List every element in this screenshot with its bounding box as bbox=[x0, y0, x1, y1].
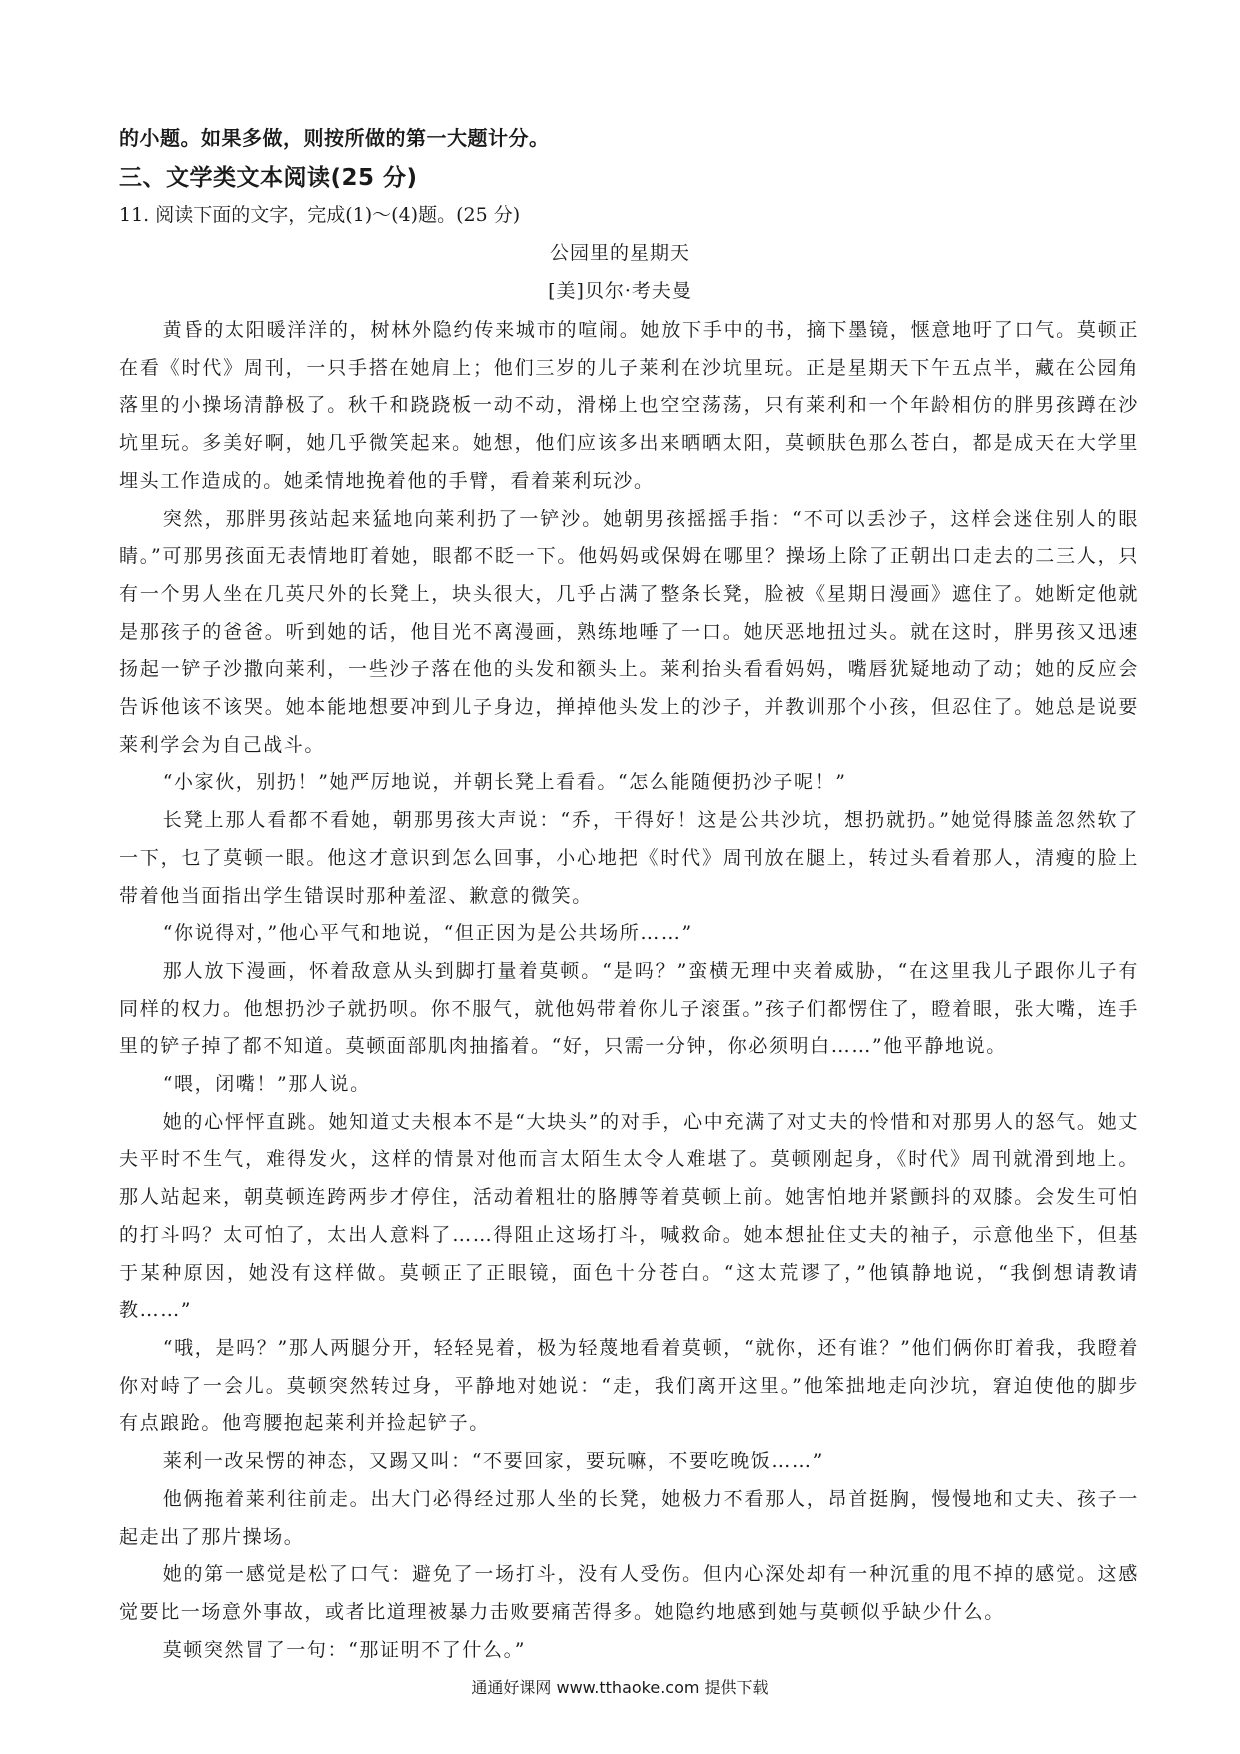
paragraph: 那人放下漫画，怀着敌意从头到脚打量着莫顿。“是吗？”蛮横无理中夹着威胁，“在这里我儿子跟你儿子有同样的权力。他想扔沙子就扔呗。你不服气，就他妈带着你儿子滚蛋。”孩子们都愣住了，瞪着眼，张大嘴，连手里的铲子掉了都不知道。莫顿面部肌肉抽搐着。“好，只需一分钟，你必须明白……”他平静地说。 bbox=[119, 959, 1139, 1058]
paragraph: “喂，闭嘴！”那人说。 bbox=[162, 1073, 371, 1096]
paragraph: 莫顿突然冒了一句：“那证明不了什么。” bbox=[162, 1638, 527, 1661]
paragraph: 莱利一改呆愣的神态，又踢又叫：“不要回家，要玩嘛，不要吃晚饭……” bbox=[162, 1450, 824, 1473]
article-title: 公园里的星期天 bbox=[549, 242, 690, 264]
paragraph: 突然，那胖男孩站起来猛地向莱利扔了一铲沙。她朝男孩摇摇手指：“不可以丢沙子，这样会迷住别人的眼睛。”可那男孩面无表情地盯着她，眼都不眨一下。他妈妈或保姆在哪里？操场上除了正朝出口走去的二三人，只有一个男人坐在几英尺外的长凳上，块头很大，几乎占满了整条长凳，脸被《星期日漫画》遮住了。她断定他就是那孩子的爸爸。听到她的话，他目光不离漫画，熟练地唾了一口。她厌恶地扭过头。就在这时，胖男孩又迅速扬起一铲子沙撒向莱利，一些沙子落在他的头发和额头上。莱利抬头看看妈妈，嘴唇犹疑地动了动；她的反应会告诉他该不该哭。她本能地想要冲到儿子身边，掸掉他头发上的沙子，并教训那个小孩，但忍住了。她总是说要莱利学会为自己战斗。 bbox=[119, 507, 1139, 756]
paragraph: 长凳上那人看都不看她，朝那男孩大声说：“乔，干得好！这是公共沙坑，想扔就扔。”她觉得膝盖忽然软了一下，乜了莫顿一眼。他这才意识到怎么回事，小心地把《时代》周刊放在腿上，转过头看着那人，清瘦的脸上带着他当面指出学生错误时那种羞涩、歉意的微笑。 bbox=[119, 809, 1139, 907]
paragraph: 她的心怦怦直跳。她知道丈夫根本不是“大块头”的对手，心中充满了对丈夫的怜惜和对那男人的怒气。她丈夫平时不生气，难得发火，这样的情景对他而言太陌生太令人难堪了。莫顿刚起身，《时代》周刊就滑到地上。那人站起来，朝莫顿连跨两步才停住，活动着粗壮的胳膊等着莫顿上前。她害怕地并紧颤抖的双膝。会发生可怕的打斗吗？太可怕了，太出人意料了……得阻止这场打斗，喊救命。她本想扯住丈夫的袖子，示意他坐下，但基于某种原因，她没有这样做。莫顿正了正眼镜，面色十分苍白。“这太荒谬了，”他镇静地说，“我倒想请教请教……” bbox=[119, 1110, 1139, 1322]
paragraph: “你说得对，”他心平气和地说，“但正因为是公共场所……” bbox=[162, 922, 693, 945]
section-heading: 三、文学类文本阅读(25 分) bbox=[119, 165, 418, 191]
intro-line: 的小题。如果多做，则按所做的第一大题计分。 bbox=[119, 126, 550, 150]
paragraph: 黄昏的太阳暖洋洋的，树林外隐约传来城市的喧闹。她放下手中的书，摘下墨镜，惬意地吁了口气。莫顿正在看《时代》周刊，一只手搭在她肩上；他们三岁的儿子莱利在沙坑里玩。正是星期天下午五点半，藏在公园角落里的小操场清静极了。秋千和跷跷板一动不动，滑梯上也空空荡荡，只有莱利和一个年龄相仿的胖男孩蹲在沙坑里玩。多美好啊，她几乎微笑起来。她想，他们应该多出来晒晒太阳，莫顿肤色那么苍白，都是成天在大学里埋头工作造成的。她柔情地挽着他的手臂，看着莱利玩沙。 bbox=[119, 319, 1139, 492]
question-prompt: 11. 阅读下面的文字，完成(1)～(4)题。(25 分) bbox=[119, 204, 521, 226]
footer-source: 通通好课网 www.tthaoke.com 提供下载 bbox=[471, 1678, 769, 1697]
article-author: [美]贝尔·考夫曼 bbox=[548, 280, 692, 302]
paragraph: 他俩拖着莱利往前走。出大门必得经过那人坐的长凳，她极力不看那人，昂首挺胸，慢慢地和丈夫、孩子一起走出了那片操场。 bbox=[119, 1487, 1139, 1548]
article-body bbox=[119, 312, 1139, 1669]
paragraph: “小家伙，别扔！”她严厉地说，并朝长凳上看看。“怎么能随便扔沙子呢！” bbox=[162, 771, 847, 794]
paragraph: 她的第一感觉是松了口气：避免了一场打斗，没有人受伤。但内心深处却有一种沉重的甩不掉的感觉。这感觉要比一场意外事故，或者比道理被暴力击败要痛苦得多。她隐约地感到她与莫顿似乎缺少什么。 bbox=[119, 1563, 1139, 1623]
paragraph: “哦，是吗？”那人两腿分开，轻轻晃着，极为轻蔑地看着莫顿，“就你，还有谁？”他们俩你盯着我，我瞪着你对峙了一会儿。莫顿突然转过身，平静地对她说：“走，我们离开这里。”他笨拙地走向沙坑，窘迫使他的脚步有点踉跄。他弯腰抱起莱利并捡起铲子。 bbox=[119, 1336, 1139, 1435]
